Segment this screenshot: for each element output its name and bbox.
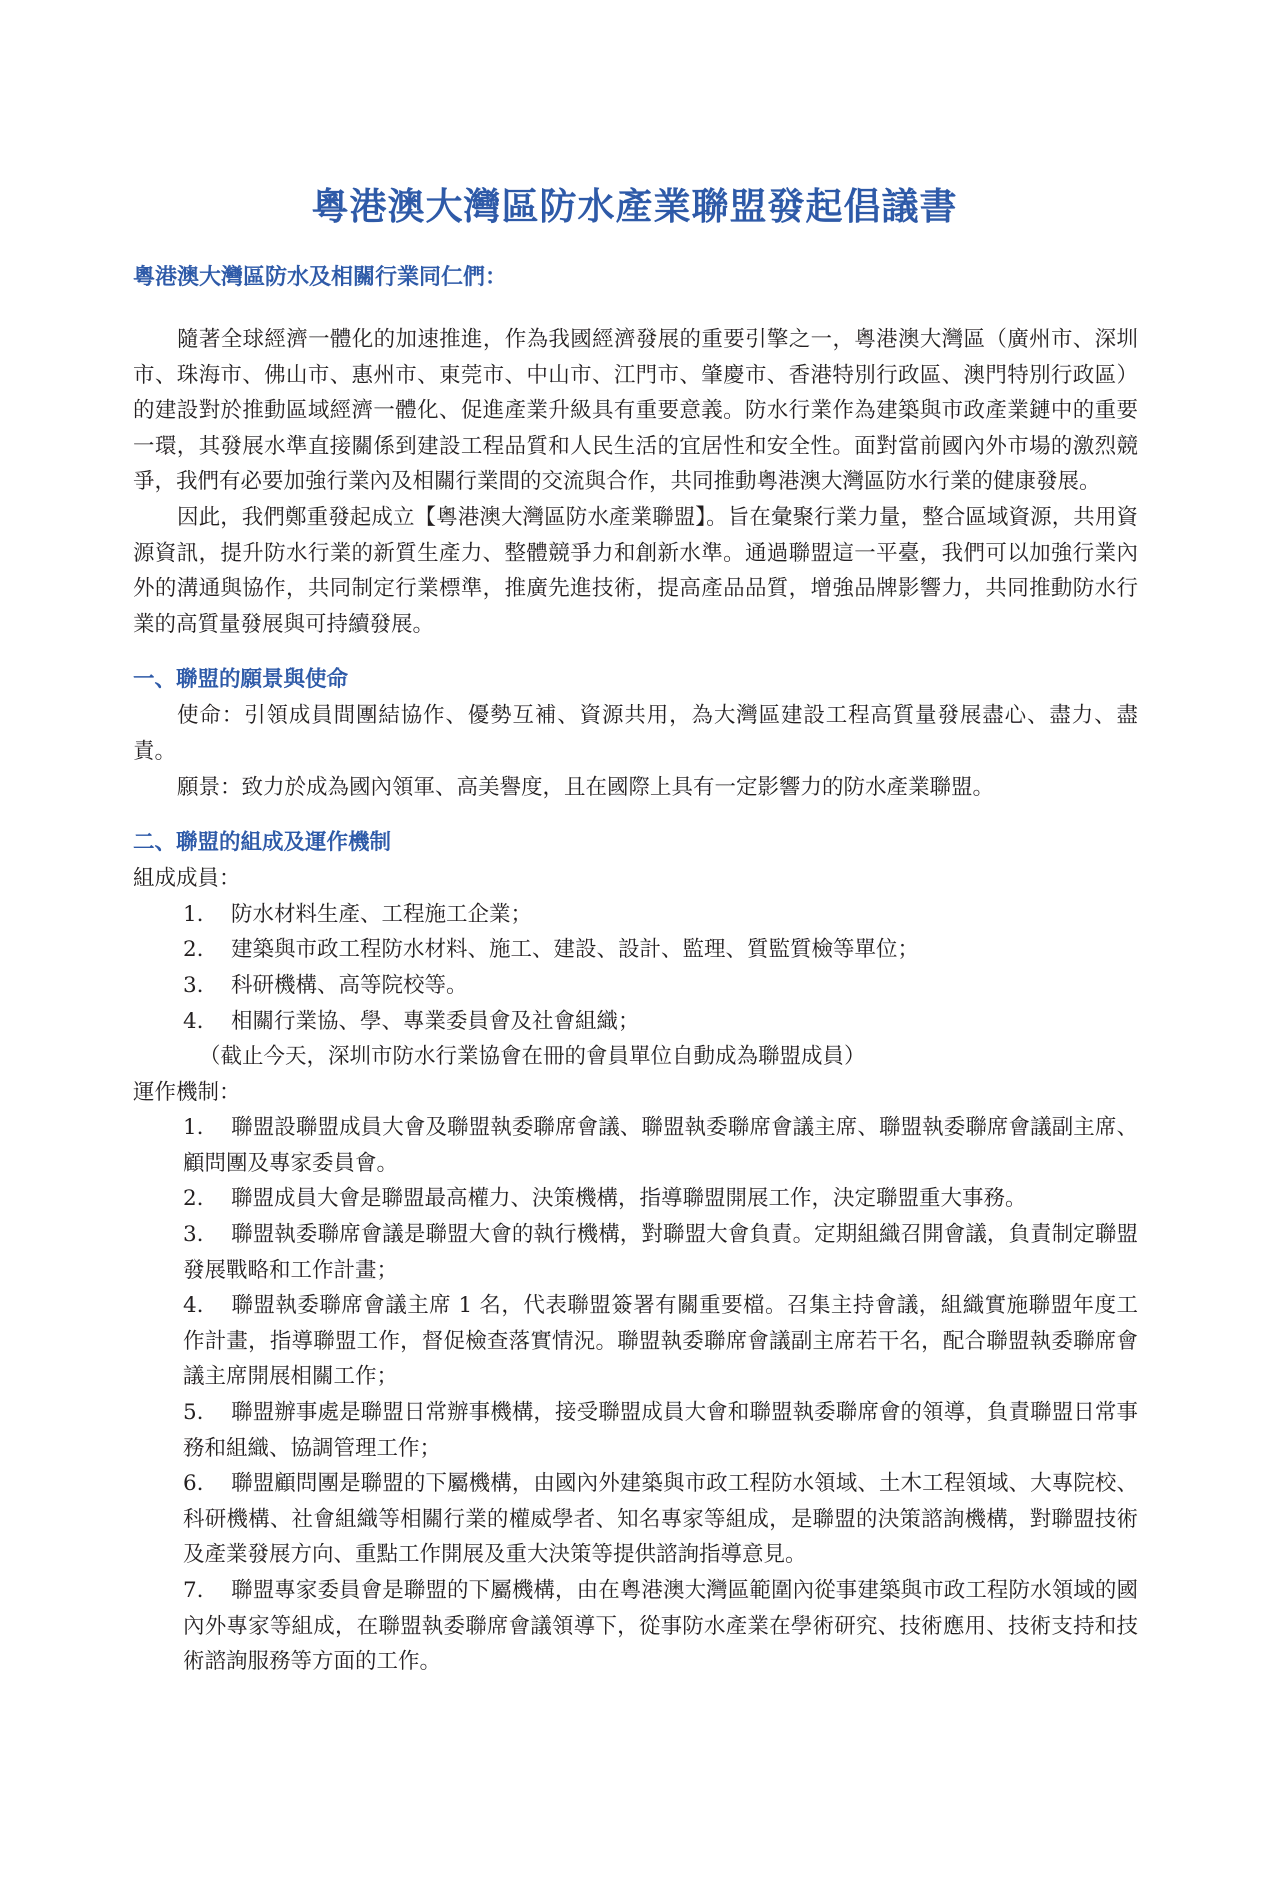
list-item xyxy=(133,1466,1138,1573)
list-item xyxy=(133,1004,1138,1040)
section-heading-vision-mission: 一、聯盟的願景與使命 xyxy=(133,667,349,693)
list-text: 聯盟專家委員會是聯盟的下屬機構，由在粵港澳大灣區範圍內從事建築與市政工程防水領域的國內外專家等組成，在聯盟執委聯席會議領導下，從事防水產業在學術研究、技術應用、技術支持和技術諮詢服務等方面的工作。 xyxy=(183,1578,1138,1675)
list-number: 2. xyxy=(183,937,204,963)
list-item xyxy=(133,1288,1138,1395)
list-number: 3. xyxy=(183,1222,204,1248)
document-body xyxy=(133,262,1138,1680)
list-number: 2. xyxy=(183,1186,204,1212)
list-text: 聯盟辦事處是聯盟日常辦事機構，接受聯盟成員大會和聯盟執委聯席會的領導，負責聯盟日常事務和組織、協調管理工作； xyxy=(183,1400,1138,1461)
mechanism-label: 運作機制： xyxy=(133,1079,241,1105)
list-item xyxy=(133,1395,1138,1466)
list-text: 聯盟執委聯席會議主席 1 名，代表聯盟簽署有關重要檔。召集主持會議，組織實施聯盟年度工作計畫，指導聯盟工作，督促檢查落實情況。聯盟執委聯席會議副主席若干名，配合聯盟執委聯席會議主席開展相關工作； xyxy=(183,1293,1138,1390)
list-number: 4. xyxy=(183,1008,204,1034)
list-item xyxy=(133,1181,1138,1217)
intro-paragraph: 因此，我們鄭重發起成立【粵港澳大灣區防水產業聯盟】。旨在彙聚行業力量，整合區域資源，共用資源資訊，提升防水行業的新質生產力、整體競爭力和創新水準。通過聯盟這一平臺，我們可以加強行業內外的溝通與協作，共同制定行業標準，推廣先進技術，提高產品品質，增強品牌影響力，共同推動防水行業的高質量發展與可持續發展。 xyxy=(133,504,1138,637)
list-item xyxy=(133,968,1138,1004)
list-text: 聯盟設聯盟成員大會及聯盟執委聯席會議、聯盟執委聯席會議主席、聯盟執委聯席會議副主席、顧問團及專家委員會。 xyxy=(183,1115,1138,1176)
list-number: 3. xyxy=(183,972,204,998)
list-item xyxy=(133,1573,1138,1680)
document-title: 粵港澳大灣區防水產業聯盟發起倡議書 xyxy=(311,185,958,228)
list-item xyxy=(133,932,1138,968)
list-item xyxy=(133,897,1138,933)
mechanism-list xyxy=(133,1110,1138,1680)
members-note: （截止今天，深圳市防水行業協會在冊的會員單位自動成為聯盟成員） xyxy=(199,1044,866,1070)
list-number: 4. xyxy=(183,1293,204,1319)
intro-paragraph: 隨著全球經濟一體化的加速推進，作為我國經濟發展的重要引擎之一，粵港澳大灣區（廣州市、深圳市、珠海市、佛山市、惠州市、東莞市、中山市、江門市、肇慶市、香港特別行政區、澳門特別行政區）的建設對於推動區域經濟一體化、促進產業升級具有重要意義。防水行業作為建築與市政產業鏈中的重要一環，其發展水準直接關係到建設工程品質和人民生活的宜居性和安全性。面對當前國內外市場的激烈競爭，我們有必要加強行業內及相關行業間的交流與合作，共同推動粵港澳大灣區防水行業的健康發展。 xyxy=(133,327,1138,495)
salutation: 粵港澳大灣區防水及相關行業同仁們： xyxy=(133,265,508,290)
list-text: 相關行業協、學、專業委員會及社會組織； xyxy=(231,1008,640,1034)
list-item xyxy=(133,1217,1138,1288)
section-heading-composition: 二、聯盟的組成及運作機制 xyxy=(133,830,392,856)
members-list xyxy=(133,897,1138,1039)
list-text: 科研機構、高等院校等。 xyxy=(231,972,468,998)
members-label: 組成成員： xyxy=(133,866,241,892)
list-text: 聯盟顧問團是聯盟的下屬機構，由國內外建築與市政工程防水領域、土木工程領域、大專院校、科研機構、社會組織等相關行業的權威學者、知名專家等組成，是聯盟的決策諮詢機構，對聯盟技術及產業發展方向、重點工作開展及重大決策等提供諮詢指導意見。 xyxy=(183,1471,1138,1568)
list-item xyxy=(133,1110,1138,1181)
list-text: 聯盟執委聯席會議是聯盟大會的執行機構，對聯盟大會負責。定期組織召開會議，負責制定聯盟發展戰略和工作計畫； xyxy=(183,1222,1138,1283)
list-text: 建築與市政工程防水材料、施工、建設、設計、監理、質監質檢等單位； xyxy=(231,937,920,963)
mission-paragraph: 使命：引領成員間團結協作、優勢互補、資源共用，為大灣區建設工程高質量發展盡心、盡力、盡責。 xyxy=(133,703,1138,764)
list-text: 聯盟成員大會是聯盟最高權力、決策機構，指導聯盟開展工作，決定聯盟重大事務。 xyxy=(231,1186,1027,1212)
list-text: 防水材料生產、工程施工企業； xyxy=(231,901,533,927)
list-number: 1. xyxy=(183,1115,204,1141)
list-number: 7. xyxy=(183,1578,204,1603)
vision-paragraph: 願景：致力於成為國內領軍、高美譽度，且在國際上具有一定影響力的防水產業聯盟。 xyxy=(177,774,995,800)
list-number: 5. xyxy=(183,1400,204,1426)
list-number: 6. xyxy=(183,1471,204,1497)
list-number: 1. xyxy=(183,901,204,927)
